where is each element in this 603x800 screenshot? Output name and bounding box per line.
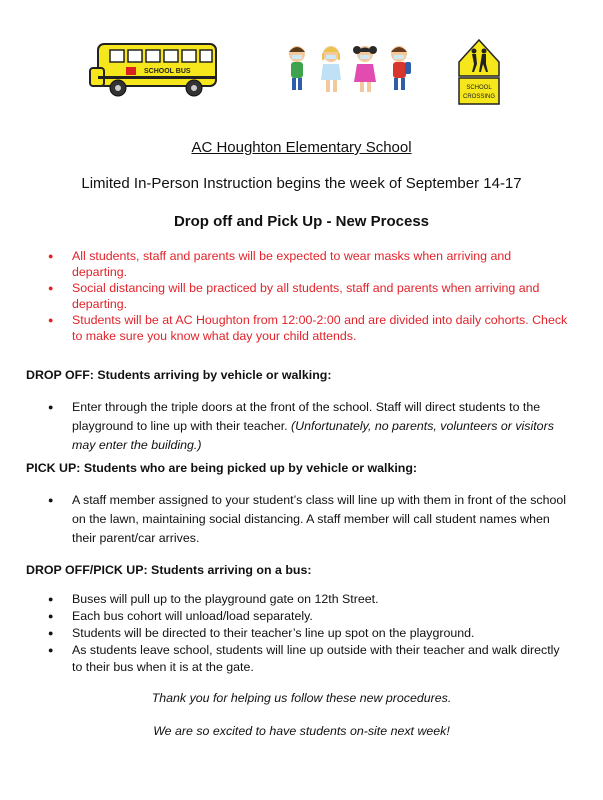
list-item: ● All students, staff and parents will be expected to wear masks when arriving and departing. bbox=[48, 248, 568, 280]
bus-list bbox=[48, 591, 570, 676]
list-item: ● As students leave school, students will line up outside with their teacher and walk directly to their bus when it is at the gate. bbox=[48, 642, 570, 676]
drop-off-note: (Unfortunately, no parents, volunteers or visitors may enter the building.) bbox=[72, 419, 554, 452]
pick-up-list bbox=[48, 491, 570, 548]
list-item: ● A staff member assigned to your student’s class will line up with them in front of the school on the lawn, maintaining social distancing. A staff member will call student names when their parent/car arrives. bbox=[48, 491, 570, 548]
list-item: ● Each bus cohort will unload/load separately. bbox=[48, 608, 570, 625]
school-crossing-sign-icon bbox=[455, 38, 503, 106]
list-item: ● Students will be directed to their teacher’s line up spot on the playground. bbox=[48, 625, 570, 642]
drop-off-text: Enter through the triple doors at the front of the school. Staff will direct students to the playground to line up with their teacher. bbox=[72, 400, 541, 433]
sign-label-line2: CROSSING bbox=[462, 94, 496, 100]
students-with-masks-icon bbox=[283, 40, 423, 104]
list-item: ● Social distancing will be practiced by all students, staff and parents when arriving and departing. bbox=[48, 280, 568, 312]
header-art bbox=[0, 36, 603, 106]
list-item: ● Students will be at AC Houghton from 12:00-2:00 and are divided into daily cohorts. Check to make sure you know what day your child attends. bbox=[48, 312, 568, 344]
closing-excited: We are so excited to have students on-site next week! bbox=[153, 724, 450, 738]
school-bus-icon bbox=[88, 40, 220, 104]
section-heading: Drop off and Pick Up - New Process bbox=[173, 213, 430, 230]
drop-off-heading: DROP OFF: Students arriving by vehicle or walking: bbox=[26, 368, 332, 382]
bus-label: SCHOOL BUS bbox=[144, 68, 191, 75]
closing-thanks: Thank you for helping us follow these new procedures. bbox=[151, 691, 452, 705]
page-title: AC Houghton Elementary School bbox=[191, 139, 412, 156]
drop-off-list bbox=[48, 398, 570, 455]
page-subtitle: Limited In-Person Instruction begins the week of September 14-17 bbox=[81, 175, 522, 192]
bus-heading: DROP OFF/PICK UP: Students arriving on a bus: bbox=[26, 563, 312, 577]
important-notices-list bbox=[48, 248, 568, 344]
pick-up-heading: PICK UP: Students who are being picked up by vehicle or walking: bbox=[26, 461, 418, 475]
list-item: ● Buses will pull up to the playground gate on 12th Street. bbox=[48, 591, 570, 608]
sign-label-line1: SCHOOL bbox=[466, 85, 492, 91]
list-item bbox=[48, 398, 570, 455]
